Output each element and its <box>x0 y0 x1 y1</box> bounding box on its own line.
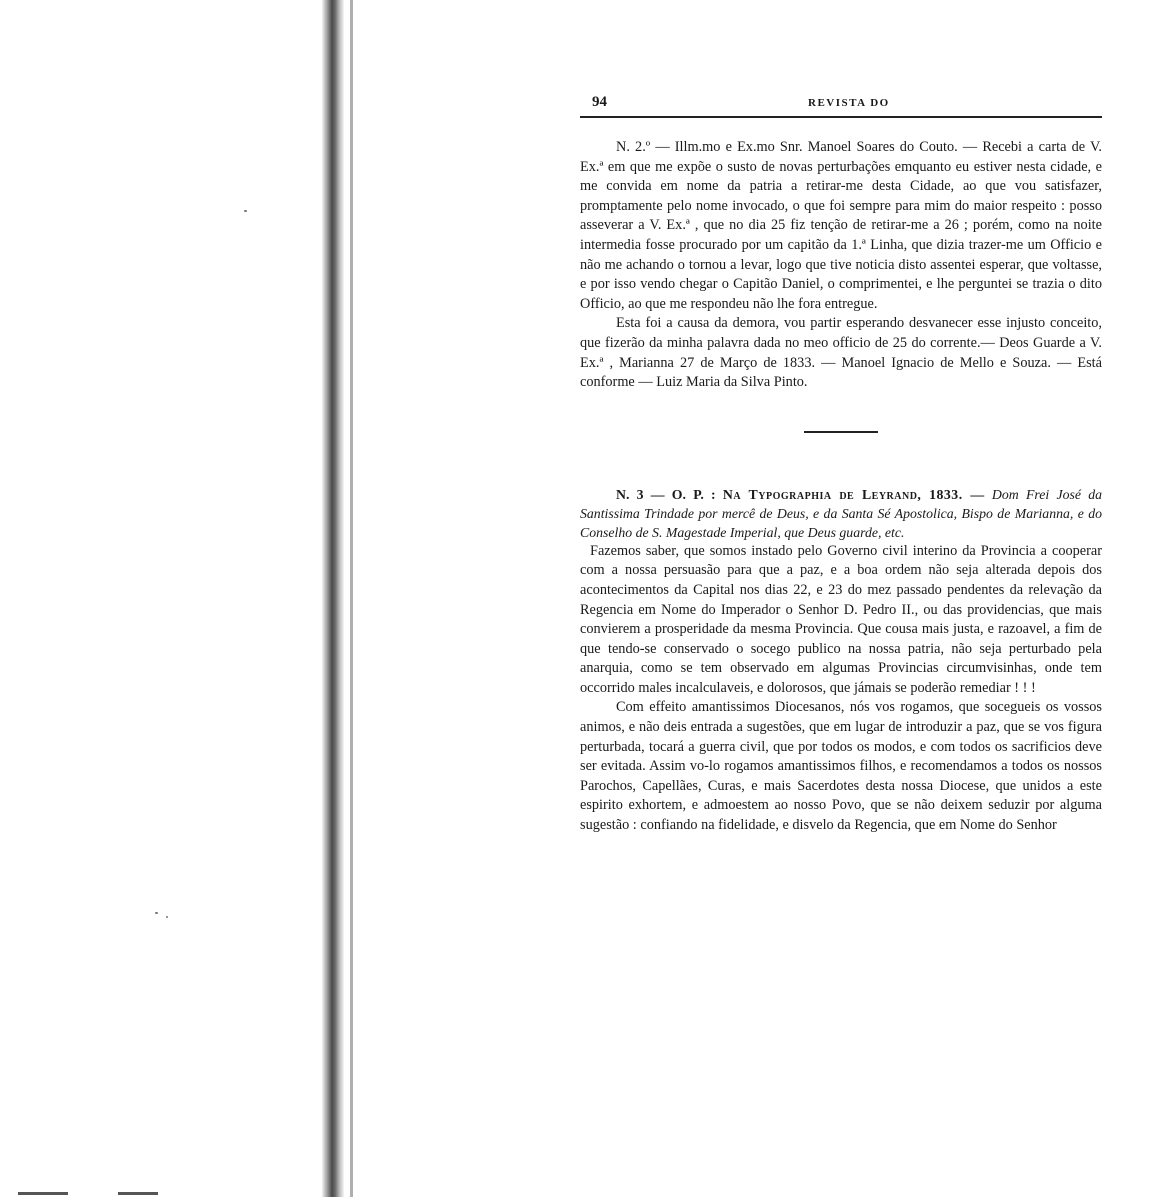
document-n3 <box>580 485 1102 836</box>
book-page <box>580 92 1102 836</box>
heading-imprint: Na Typographia de Leyrand, 1833. — <box>722 486 985 502</box>
scan-speck <box>155 912 158 914</box>
scan-speck <box>166 916 168 918</box>
book-gutter-shadow <box>322 0 344 1197</box>
document-n3-paragraph: Fazemos saber, que somos instado pelo Governo civil interino da Provincia a cooperar com a nossa persuasão para que a paz, e a boa ordem não seja alterada depois dos acontecimentos da Capital nos dias 22, e 23 do mez passado pendentes da relevação da Regencia em Nome do Imperador o Senhor D. Pedro II., ou das providencias, que mais convierem a prosperidade da mesma Provincia. Que cousa mais justa, e razoavel, a fim de que tendo-se conservado o socego publico na nossa patria, não seja perturbado pela anarquia, como se tem observado em algumas Provincias circumvisinhas, onde tem occorrido males incalculaveis, e dolorosos, que jámais se poderão remediar ! ! ! <box>580 542 1102 696</box>
heading-lead: N. 3 — O. P. : <box>616 486 716 502</box>
document-n3-heading <box>580 485 1102 542</box>
scan-edge-smudge <box>118 1192 158 1195</box>
scan-edge-smudge <box>18 1192 68 1195</box>
letter-n2-paragraph: Esta foi a causa da demora, vou partir esperando desvanecer esse injusto conceito, que fizerão da minha palavra dada no meo officio de 25 do corrente.— Deos Guarde a V. Ex.ª , Marianna 27 de Março de 1833. — Manoel Ignacio de Mello e Souza. — Está conforme — Luiz Maria da Silva Pinto. <box>580 315 1102 391</box>
letter-n2-paragraph: N. 2.º — Illm.mo e Ex.mo Snr. Manoel Soares do Couto. — Recebi a carta de V. Ex.ª em que me expõe o susto de novas perturbações emquanto eu estiver nesta cidade, e me convida em nome da patria a retirar-me desta Cidade, ao que vou satisfazer, promptamente pelo nome invocado, o que foi sempre para mim do maior respeito : posso asseverar a V. Ex.ª , que no dia 25 fiz tenção de retirar-me a 26 ; porém, como na noite intermedia fosse procurado por um capitão da 1.ª Linha, que dizia trazer-me um Officio e não me achando o tornou a levar, logo que tive noticia disto assentei esperar, que voltasse, e por isso vendo chegar o Capitão Daniel, o comprimentei, e lhe perguntei se trazia o dito Officio, ao que me respondeu não lhe fora entregue. <box>580 139 1102 312</box>
letter-n2 <box>580 138 1102 393</box>
document-n3-paragraph: Com effeito amantissimos Diocesanos, nós vos rogamos, que socegueis os vossos animos, e não deis entrada a sugestões, que em lugar de introduzir a paz, que se vos figura perturbada, tocará a guerra civil, que por todos os modos, e com todos os sacrificios deve ser evitada. Assim vo-lo rogamos amantissimos filhos, e recomendamos a todos os nossos Parochos, Capellães, Curas, e mais Sacerdotes desta nossa Diocese, que unidos a este espirito exhortem, e admoestem ao nosso Povo, que se não deixem seduzir por alguma sugestão : confiando na fidelidade, e disvelo da Regencia, que em Nome do Senhor <box>580 699 1102 834</box>
gutter-edge-line <box>350 0 353 1197</box>
heading-bishop-title: Dom Frei José da Santissima Trindade por mercê de Deus, e da Santa Sé Apostolica, Bispo de Marianna, e do Conselho de S. Magestade Imperial, que Deus guarde, etc. <box>580 486 1102 540</box>
scan-speck <box>244 210 247 212</box>
journal-title: REVISTA DO <box>808 97 890 109</box>
page-number: 94 <box>592 94 607 110</box>
section-separator <box>804 431 878 433</box>
running-head <box>580 92 1102 118</box>
